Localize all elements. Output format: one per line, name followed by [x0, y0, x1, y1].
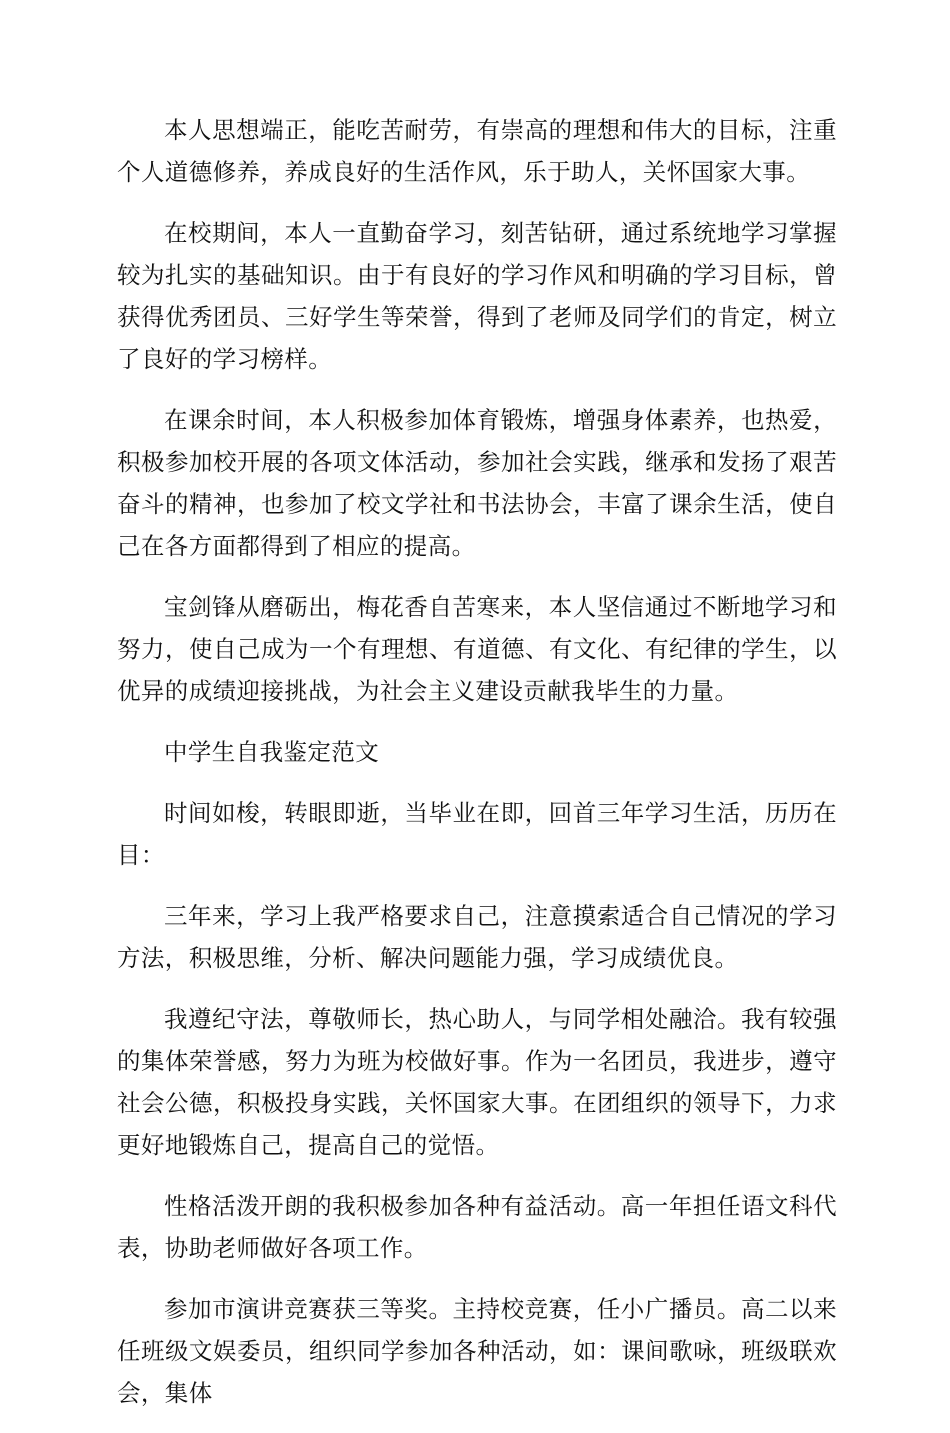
paragraph-6: 三年来，学习上我严格要求自己，注意摸索适合自己情况的学习方法，积极思维，分析、解决问题能力强，学习成绩优良。	[117, 902, 837, 972]
paragraph-1: 本人思想端正，能吃苦耐劳，有崇高的理想和伟大的目标，注重个人道德修养，养成良好的生活作风，乐于助人，关怀国家大事。	[117, 116, 837, 186]
paragraph-9: 参加市演讲竞赛获三等奖。主持校竞赛，任小广播员。高二以来任班级文娱委员，组织同学参加各种活动，如：课间歌咏，班级联欢会，集体	[117, 1295, 837, 1407]
paragraph-7: 我遵纪守法，尊敬师长，热心助人，与同学相处融洽。我有较强的集体荣誉感，努力为班为校做好事。作为一名团员，我进步，遵守社会公德，积极投身实践，关怀国家大事。在团组织的领导下，力求更好地锻炼自己，提高自己的觉悟。	[117, 1005, 837, 1159]
paragraph-8: 性格活泼开朗的我积极参加各种有益活动。高一年担任语文科代表，协助老师做好各项工作。	[117, 1192, 837, 1262]
document-body	[117, 109, 837, 1433]
section-heading: 中学生自我鉴定范文	[164, 738, 380, 766]
paragraph-3: 在课余时间，本人积极参加体育锻炼，增强身体素养，也热爱，积极参加校开展的各项文体活动，参加社会实践，继承和发扬了艰苦奋斗的精神，也参加了校文学社和书法协会，丰富了课余生活，使自己在各方面都得到了相应的提高。	[117, 406, 837, 560]
paragraph-4: 宝剑锋从磨砺出，梅花香自苦寒来，本人坚信通过不断地学习和努力，使自己成为一个有理想、有道德、有文化、有纪律的学生，以优异的成绩迎接挑战，为社会主义建设贡献我毕生的力量。	[117, 593, 837, 705]
paragraph-2: 在校期间，本人一直勤奋学习，刻苦钻研，通过系统地学习掌握较为扎实的基础知识。由于有良好的学习作风和明确的学习目标，曾获得优秀团员、三好学生等荣誉，得到了老师及同学们的肯定，树立了良好的学习榜样。	[117, 219, 837, 373]
paragraph-5: 时间如梭，转眼即逝，当毕业在即，回首三年学习生活，历历在目：	[117, 799, 837, 869]
